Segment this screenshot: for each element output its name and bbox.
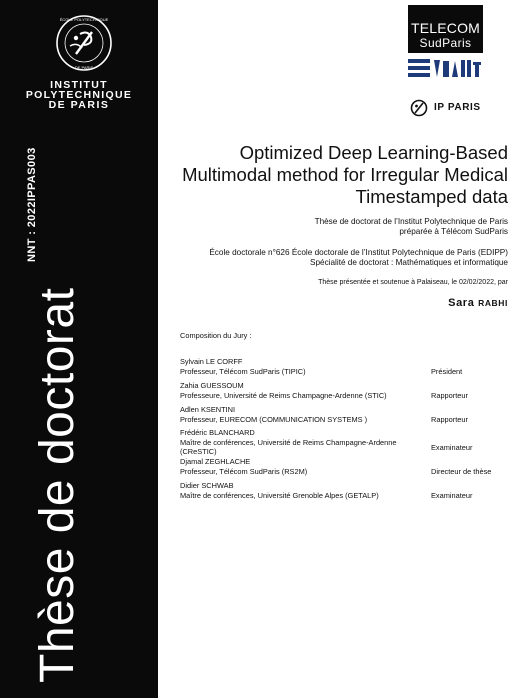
thesis-title (178, 142, 508, 208)
telecom-logo-line-1: TELECOM (410, 20, 481, 36)
author-first-name: Sara (448, 297, 475, 309)
svg-text:DE PARIS: DE PARIS (74, 65, 94, 70)
jury-member-role: Rapporteur (431, 415, 468, 424)
these-de-doctorat-label: Thèse de doctorat (31, 287, 84, 683)
jury-member-name: Adlen KSENTINI (180, 405, 236, 414)
jury-member (180, 357, 430, 376)
institut-polytechnique-seal-icon (55, 14, 113, 72)
jury-member-affiliation: Maître de conférences, Université de Reims Champagne-Ardenne (CReSTIC) (180, 437, 397, 457)
telecom-logo-box (408, 5, 483, 53)
jury-member-name: Didier SCHWAB (180, 481, 234, 490)
telecom-sudparis-logo (408, 5, 483, 77)
jury-member-affiliation: Maître de conférences, Université Grenoble Alpes (GETALP) (180, 490, 379, 500)
title-line-2: Multimodal method for Irregular Medical (182, 164, 508, 185)
jury-member-role: Examinateur (431, 443, 473, 452)
ip-paris-logo-icon (409, 99, 429, 117)
jury-member-role: Rapporteur (431, 391, 468, 400)
jury-member-role: Directeur de thèse (431, 467, 492, 476)
defense-info: Thèse présentée et soutenue à Palaiseau, le 02/02/2022, par (318, 279, 508, 286)
title-line-1: Optimized Deep Learning-Based (239, 142, 508, 163)
telecom-logo-line-2: SudParis (419, 36, 472, 50)
jury-member-name: Djamal ZEGHLACHE (180, 457, 251, 466)
jury-heading: Composition du Jury : (180, 331, 252, 340)
cover-sidebar (0, 0, 158, 698)
jury-member-affiliation: Professeur, Télécom SudParis (RS2M) (180, 466, 308, 476)
author-last-name: RABHI (478, 298, 508, 308)
institut-line-3: DE PARIS (48, 99, 110, 111)
institut-line-1: INSTITUT (50, 79, 108, 91)
author-name (448, 297, 508, 309)
institut-name (0, 80, 158, 110)
jury-member-name: Frédéric BLANCHARD (180, 428, 255, 437)
doctoral-school-line: École doctorale n°626 École doctorale de l’Institut Polytechnique de Paris (EDIPP) (209, 248, 508, 257)
jury-member (180, 381, 430, 400)
jury-member-role: Président (431, 367, 463, 376)
institut-line-2: POLYTECHNIQUE (25, 89, 133, 101)
jury-member-name: Sylvain LE CORFF (180, 357, 243, 366)
jury-member (180, 481, 430, 500)
title-line-3: Timestamped data (355, 186, 508, 207)
jury-member (180, 457, 430, 476)
thesis-institution (168, 217, 508, 237)
jury-member-name: Zahia GUESSOUM (180, 381, 244, 390)
nnt-number: NNT : 2022IPPAS003 (26, 147, 38, 262)
doctoral-school (168, 248, 508, 268)
jury-member-role: Examinateur (431, 491, 473, 500)
institution-line-2: préparée à Télécom SudParis (399, 227, 508, 236)
jury-member (180, 428, 430, 457)
institution-line-1: Thèse de doctorat de l’Institut Polytechnique de Paris (314, 217, 508, 226)
svg-text:ÉCOLE POLYTECHNIQUE: ÉCOLE POLYTECHNIQUE (59, 17, 109, 22)
jury-member (180, 405, 430, 424)
specialty-line: Spécialité de doctorat : Mathématiques et informatique (310, 258, 508, 267)
ip-paris-label: IP PARIS (434, 102, 481, 113)
jury-member-affiliation: Professeur, Télécom SudParis (TIPIC) (180, 366, 306, 376)
telecom-building-graphic-icon (408, 57, 483, 79)
jury-member-affiliation: Professeure, Université de Reims Champagne-Ardenne (STIC) (180, 390, 387, 400)
jury-member-affiliation: Professeur, EURECOM (COMMUNICATION SYSTEMS ) (180, 414, 368, 424)
